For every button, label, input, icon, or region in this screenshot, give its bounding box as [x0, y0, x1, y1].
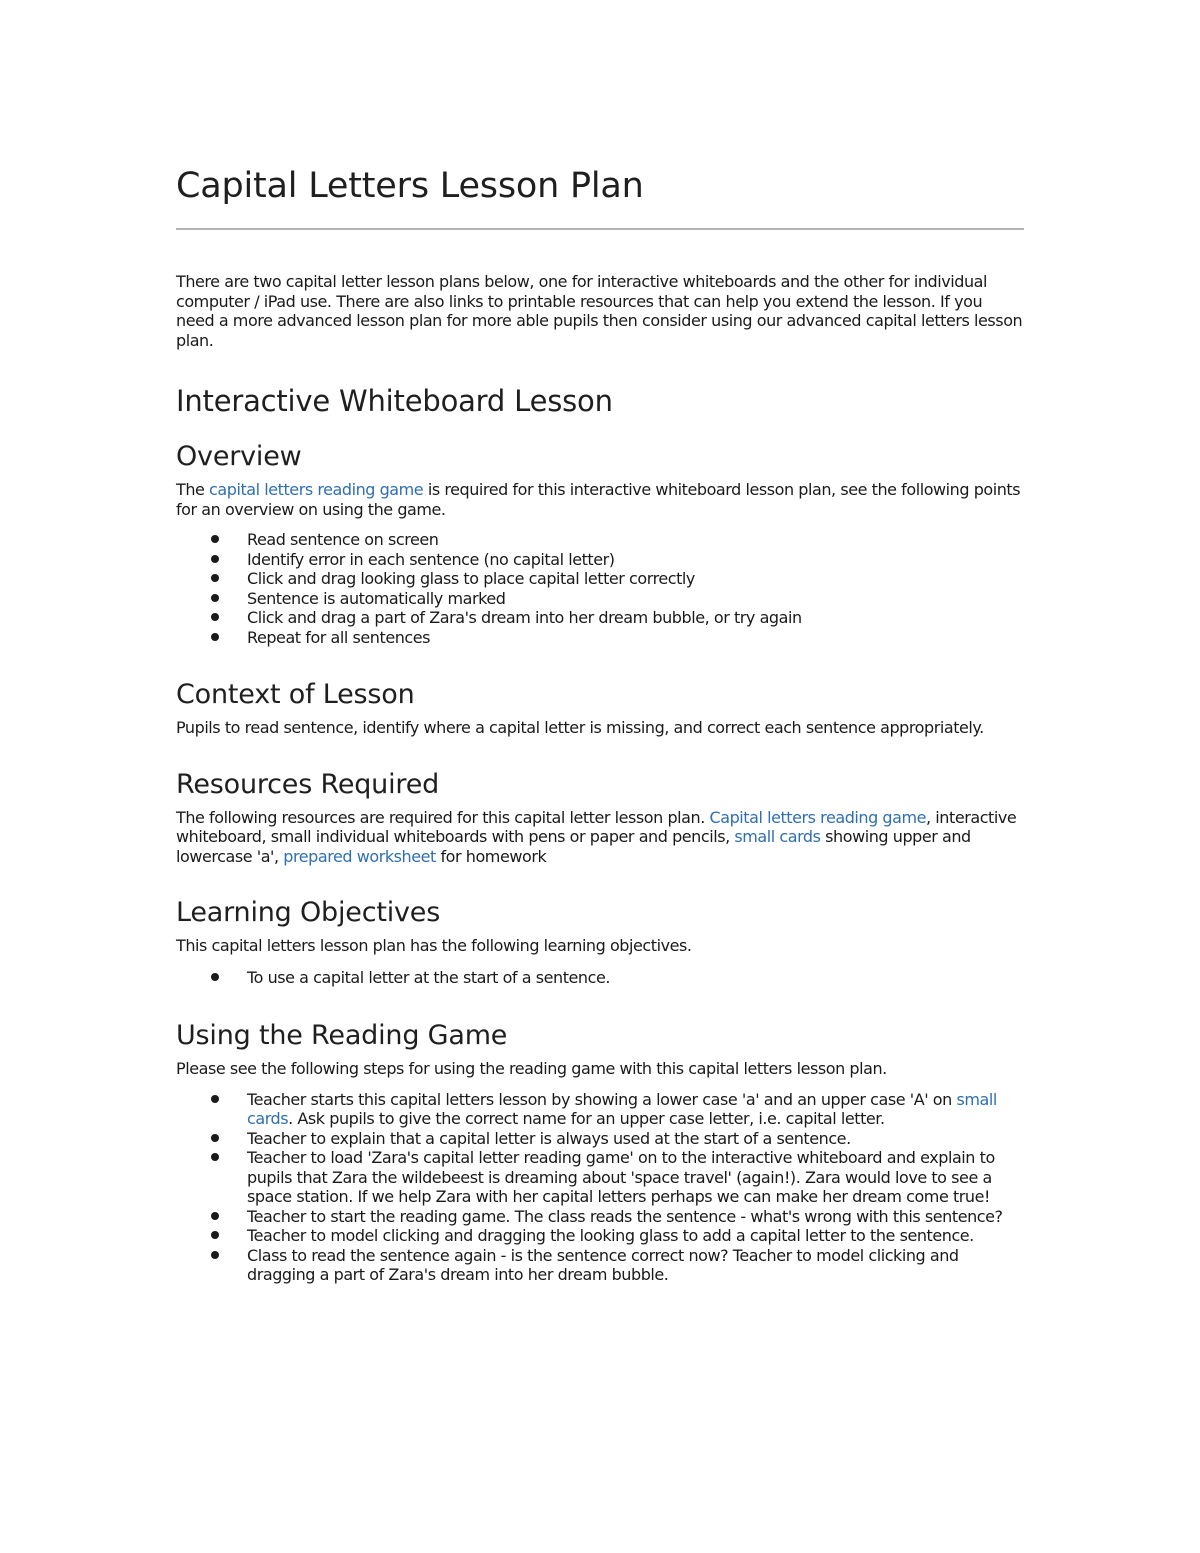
bullet-icon [211, 1212, 219, 1220]
heading-resources-required: Resources Required [176, 768, 440, 800]
bullet-icon [211, 1231, 219, 1239]
bullet-icon [211, 535, 219, 543]
list-item-text: Class to read the sentence again - is the sentence correct now? Teacher to model clicking and dragging a part of Zara's dream into her dream bubble. [247, 1245, 959, 1284]
bullet-icon [211, 555, 219, 563]
list-item [176, 1246, 1024, 1285]
list-item-text: . Ask pupils to give the correct name for an upper case letter, i.e. capital letter. [288, 1109, 885, 1128]
list-item [176, 530, 1024, 550]
using-game-paragraph: Please see the following steps for using the reading game with this capital letters lesson plan. [176, 1059, 887, 1078]
list-item [176, 1207, 1024, 1227]
document-page [176, 165, 1024, 1285]
list-item [176, 968, 1024, 988]
list-item-text: Teacher to start the reading game. The class reads the sentence - what's wrong with this sentence? [247, 1206, 1003, 1226]
list-item-text: Read sentence on screen [247, 530, 439, 549]
list-item-text: Sentence is automatically marked [247, 588, 506, 608]
list-item-text: Click and drag looking glass to place capital letter correctly [247, 569, 695, 588]
title-divider [176, 228, 1024, 230]
bullet-icon [211, 1251, 219, 1259]
small-cards-link-2[interactable]: small cards [247, 1089, 997, 1128]
prepared-worksheet-link[interactable]: prepared worksheet [283, 846, 436, 866]
page-title: Capital Letters Lesson Plan [176, 166, 644, 206]
list-item-text: To use a capital letter at the start of a sentence. [247, 967, 610, 987]
bullet-icon [211, 574, 219, 582]
resources-paragraph [176, 808, 1024, 867]
bullet-icon [211, 973, 219, 981]
context-paragraph: Pupils to read sentence, identify where a capital letter is missing, and correct each sentence appropriately. [176, 718, 984, 737]
overview-paragraph [176, 480, 1024, 519]
resources-text-4: for homework [435, 846, 547, 866]
heading-context-of-lesson: Context of Lesson [176, 679, 415, 710]
overview-list [176, 530, 1024, 647]
capital-letters-reading-game-link[interactable]: capital letters reading game [209, 480, 424, 499]
list-item [176, 569, 1024, 589]
list-item [176, 1148, 1024, 1207]
list-item-text: Teacher starts this capital letters lesson by showing a lower case 'a' and an upper case 'A' on [247, 1089, 957, 1109]
bullet-icon [211, 633, 219, 641]
list-item-text: Repeat for all sentences [247, 627, 431, 647]
bullet-icon [211, 594, 219, 602]
resources-text-3: showing upper and lowercase 'a', [176, 827, 971, 866]
list-item-text: Identify error in each sentence (no capital letter) [247, 549, 615, 569]
using-game-list [176, 1090, 1024, 1285]
list-item-text: Teacher to model clicking and dragging the looking glass to add a capital letter to the sentence. [247, 1226, 974, 1245]
heading-learning-objectives: Learning Objectives [176, 897, 441, 928]
list-item [176, 1129, 1024, 1149]
list-item-text: Teacher to load 'Zara's capital letter reading game' on to the interactive whiteboard and explain to pupils that Zara the wildebeest is dreaming about 'space travel' (again!). Zara would love to see a space station. If we help Zara with her capital letters perhaps we can make her dream come true! [247, 1148, 995, 1206]
list-item [176, 608, 1024, 628]
resources-text-2: , interactive whiteboard, small individual whiteboards with pens or paper and pencils, [176, 807, 1017, 846]
list-item-text: Click and drag a part of Zara's dream into her dream bubble, or try again [247, 608, 802, 627]
list-item [176, 589, 1024, 609]
bullet-icon [211, 1153, 219, 1161]
overview-text-before: The [176, 480, 210, 499]
small-cards-link[interactable]: small cards [734, 827, 821, 846]
bullet-icon [211, 1134, 219, 1142]
list-item [176, 628, 1024, 648]
overview-text-after: is required for this interactive whiteboard lesson plan, see the following points for an overview on using the game. [176, 480, 1021, 519]
heading-using-reading-game: Using the Reading Game [176, 1020, 508, 1051]
bullet-icon [211, 1095, 219, 1103]
list-item [176, 1226, 1024, 1246]
resources-text-1: The following resources are required for this capital letter lesson plan. [176, 807, 710, 827]
bullet-icon [211, 613, 219, 621]
list-item [176, 1090, 1024, 1129]
intro-paragraph: There are two capital letter lesson plans below, one for interactive whiteboards and the other for individual computer / iPad use. There are also links to printable resources that can help you extend the lesson. If you need a more advanced lesson plan for more able pupils then consider using our advanced capital letters lesson plan. [176, 272, 1023, 350]
capital-letters-reading-game-link-2[interactable]: Capital letters reading game [709, 807, 927, 827]
objectives-list [176, 968, 1024, 988]
list-item-text: Teacher to explain that a capital letter is always used at the start of a sentence. [247, 1128, 851, 1148]
objectives-paragraph: This capital letters lesson plan has the following learning objectives. [176, 936, 692, 955]
heading-interactive-whiteboard: Interactive Whiteboard Lesson [176, 384, 613, 418]
list-item [176, 550, 1024, 570]
heading-overview: Overview [176, 441, 302, 472]
